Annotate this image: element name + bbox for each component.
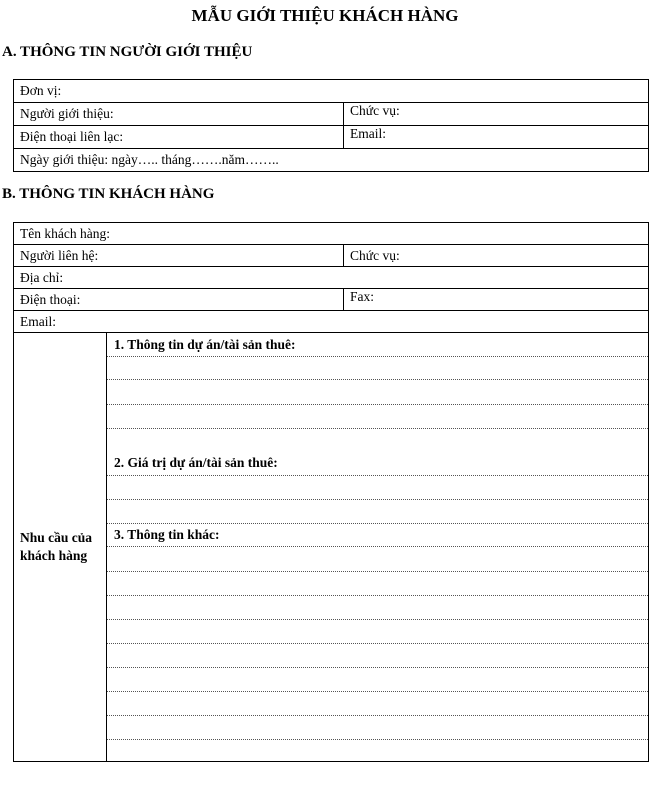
customer-email-field[interactable] [14, 311, 649, 333]
section-b-heading: B. THÔNG TIN KHÁCH HÀNG [2, 186, 215, 202]
fax-label: Fax: [350, 289, 375, 304]
contact-person-label: Người liên hệ: [20, 248, 99, 263]
contact-person-field[interactable] [14, 245, 344, 267]
customer-position-label: Chức vụ: [350, 248, 400, 263]
ruled-line [107, 404, 648, 405]
ruled-line [107, 715, 648, 716]
fax-field[interactable] [344, 289, 649, 311]
ruled-line [107, 379, 648, 380]
needs-label: Nhu cầu của khách hàng [20, 530, 93, 563]
ruled-line [107, 667, 648, 668]
ruled-line [107, 739, 648, 740]
introducer-label: Người giới thiệu: [20, 106, 114, 121]
unit-label: Đơn vị: [20, 83, 62, 98]
customer-phone-field[interactable] [14, 289, 344, 311]
ruled-line [107, 523, 648, 524]
ruled-line [107, 691, 648, 692]
introducer-email-label: Email: [350, 126, 386, 141]
ruled-line [107, 643, 648, 644]
page-title: MẪU GIỚI THIỆU KHÁCH HÀNG [191, 6, 459, 25]
contact-phone-label: Điện thoại liên lạc: [20, 129, 124, 144]
needs-area[interactable] [107, 333, 649, 762]
introducer-position-field[interactable] [344, 103, 649, 126]
address-label: Địa chỉ: [20, 270, 64, 285]
intro-date-label: Ngày giới thiệu: ngày….. tháng…….năm…….. [20, 152, 279, 167]
needs-label-cell [14, 333, 107, 762]
customer-name-field[interactable] [14, 223, 649, 245]
intro-date-field[interactable] [14, 149, 649, 172]
customer-position-field[interactable] [344, 245, 649, 267]
introducer-info-table [13, 79, 649, 172]
ruled-line [107, 428, 648, 429]
customer-info-table [13, 222, 649, 762]
ruled-line [107, 546, 648, 547]
ruled-line [107, 619, 648, 620]
need-item-1: 1. Thông tin dự án/tài sản thuê: [114, 337, 296, 352]
ruled-line [107, 571, 648, 572]
customer-name-label: Tên khách hàng: [20, 226, 110, 241]
introducer-email-field[interactable] [344, 126, 649, 149]
customer-phone-label: Điện thoại: [20, 292, 81, 307]
section-a-heading: A. THÔNG TIN NGƯỜI GIỚI THIỆU [2, 44, 253, 60]
introducer-field[interactable] [14, 103, 344, 126]
introducer-position-label: Chức vụ: [350, 103, 400, 118]
unit-field[interactable] [14, 80, 649, 103]
ruled-line [107, 595, 648, 596]
address-field[interactable] [14, 267, 649, 289]
ruled-line [107, 499, 648, 500]
ruled-line [107, 356, 648, 357]
contact-phone-field[interactable] [14, 126, 344, 149]
need-item-2: 2. Giá trị dự án/tài sản thuê: [114, 455, 278, 470]
ruled-line [107, 475, 648, 476]
customer-email-label: Email: [20, 314, 56, 329]
need-item-3: 3. Thông tin khác: [114, 527, 220, 542]
